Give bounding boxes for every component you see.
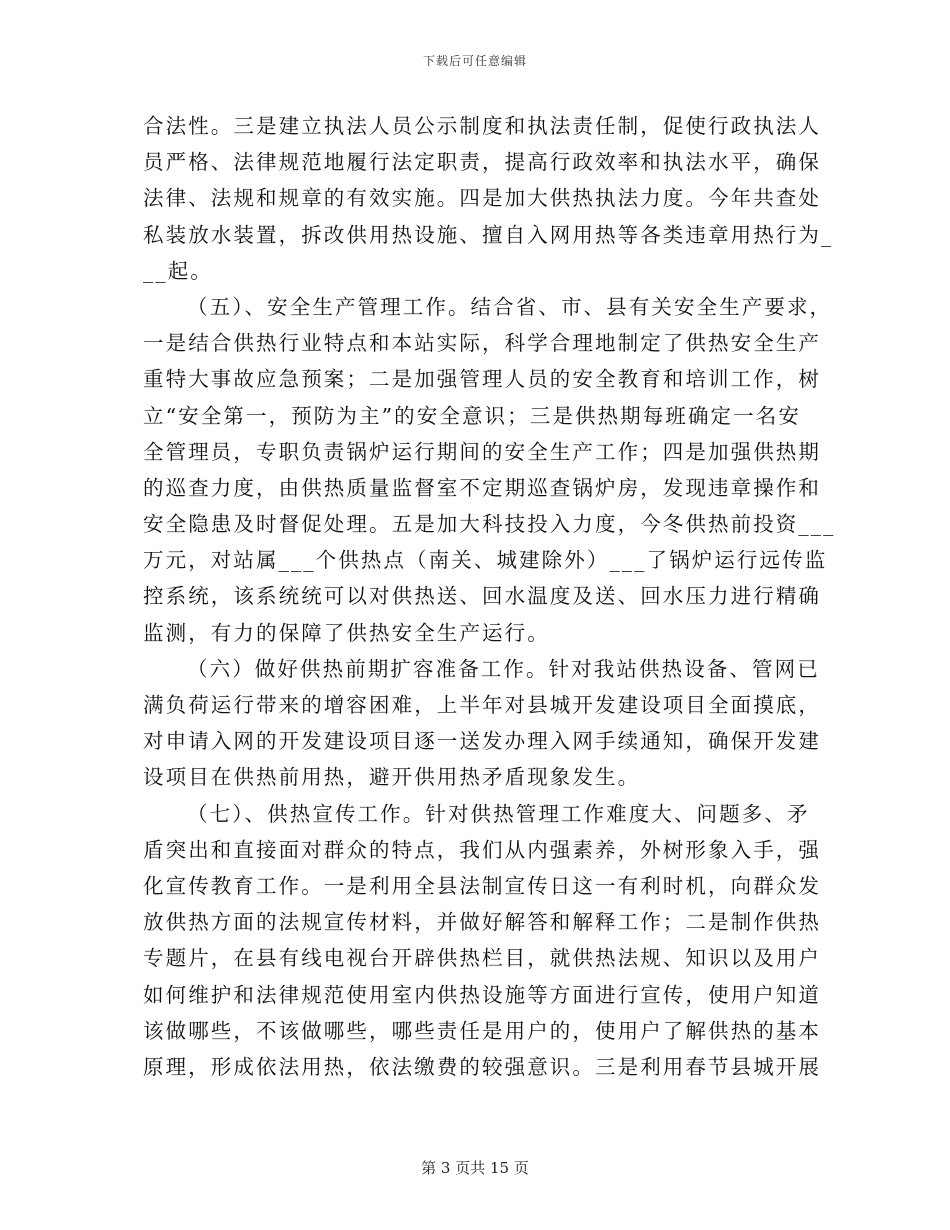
body-line: 合法性。三是建立执法人员公示制度和执法责任制，促使行政执法人 — [143, 114, 821, 138]
body-line: 对申请入网的开发建设项目逐一送发办理入网手续通知，确保开发建 — [143, 729, 821, 754]
body-line: 的巡查力度，由供热质量监督室不定期巡查锅炉房，发现违章操作和 — [143, 475, 821, 500]
body-line: 化宣传教育工作。一是利用全县法制宣传日这一有利时机，向群众发 — [143, 873, 821, 898]
page-number-footer: 第 3 页共 15 页 — [421, 1159, 529, 1177]
body-line: 重特大事故应急预案；二是加强管理人员的安全教育和培训工作，树 — [143, 367, 821, 392]
body-line: 一是结合供热行业特点和本站实际，科学合理地制定了供热安全生产 — [143, 331, 821, 356]
body-line: 万元，对站属___个供热点（南关、城建除外）___了锅炉运行远传监 — [143, 548, 828, 573]
body-line: 满负荷运行带来的增容困难，上半年对县城开发建设项目全面摸底， — [143, 693, 821, 717]
body-line: 私装放水装置，拆改供用热设施、擅自入网用热等各类违章用热行为_ — [143, 222, 834, 247]
body-line: 盾突出和直接面对群众的特点，我们从内强素养，外树形象入手，强 — [143, 837, 821, 862]
body-line: 如何维护和法律规范使用室内供热设施等方面进行宣传，使用户知道 — [143, 982, 821, 1007]
section-heading-line: （五）、安全生产管理工作。结合省、市、县有关安全生产要求， — [187, 294, 833, 319]
body-line: 控系统，该系统统可以对供热送、回水温度及送、回水压力进行精确 — [143, 584, 821, 609]
body-line: 员严格、法律规范地履行法定职责，提高行政效率和执法水平，确保 — [143, 150, 821, 175]
body-line: 放供热方面的法规宣传材料，并做好解答和解释工作；二是制作供热 — [143, 910, 821, 935]
body-line: __起。 — [143, 258, 213, 283]
body-line: 设项目在供热前用热，避开供用热矛盾现象发生。 — [143, 765, 641, 790]
body-line: 专题片，在县有线电视台开辟供热栏目，就供热法规、知识以及用户 — [143, 946, 821, 971]
document-body — [143, 108, 836, 1085]
body-line: 安全隐患及时督促处理。五是加大科技投入力度，今冬供热前投资___ — [143, 512, 836, 537]
body-line: 立“安全第一，预防为主”的安全意识；三是供热期每班确定一名安 — [143, 403, 801, 428]
section-heading-line: （七）、供热宣传工作。针对供热管理工作难度大、问题多、矛 — [187, 801, 810, 826]
body-line: 全管理员，专职负责锅炉运行期间的安全生产工作；四是加强供热期 — [143, 439, 821, 464]
body-line: 原理，形成依法用热，依法缴费的较强意识。三是利用春节县城开展 — [143, 1054, 821, 1079]
page-header: 下载后可任意编辑 — [422, 54, 527, 68]
body-line: 该做哪些，不该做哪些，哪些责任是用户的，使用户了解供热的基本 — [143, 1018, 821, 1043]
section-heading-line: （六）做好供热前期扩容准备工作。针对我站供热设备、管网已 — [187, 656, 820, 681]
body-line: 监测，有力的保障了供热安全生产运行。 — [143, 620, 550, 645]
body-line: 法律、法规和规章的有效实施。四是加大供热执法力度。今年共查处 — [143, 186, 821, 211]
